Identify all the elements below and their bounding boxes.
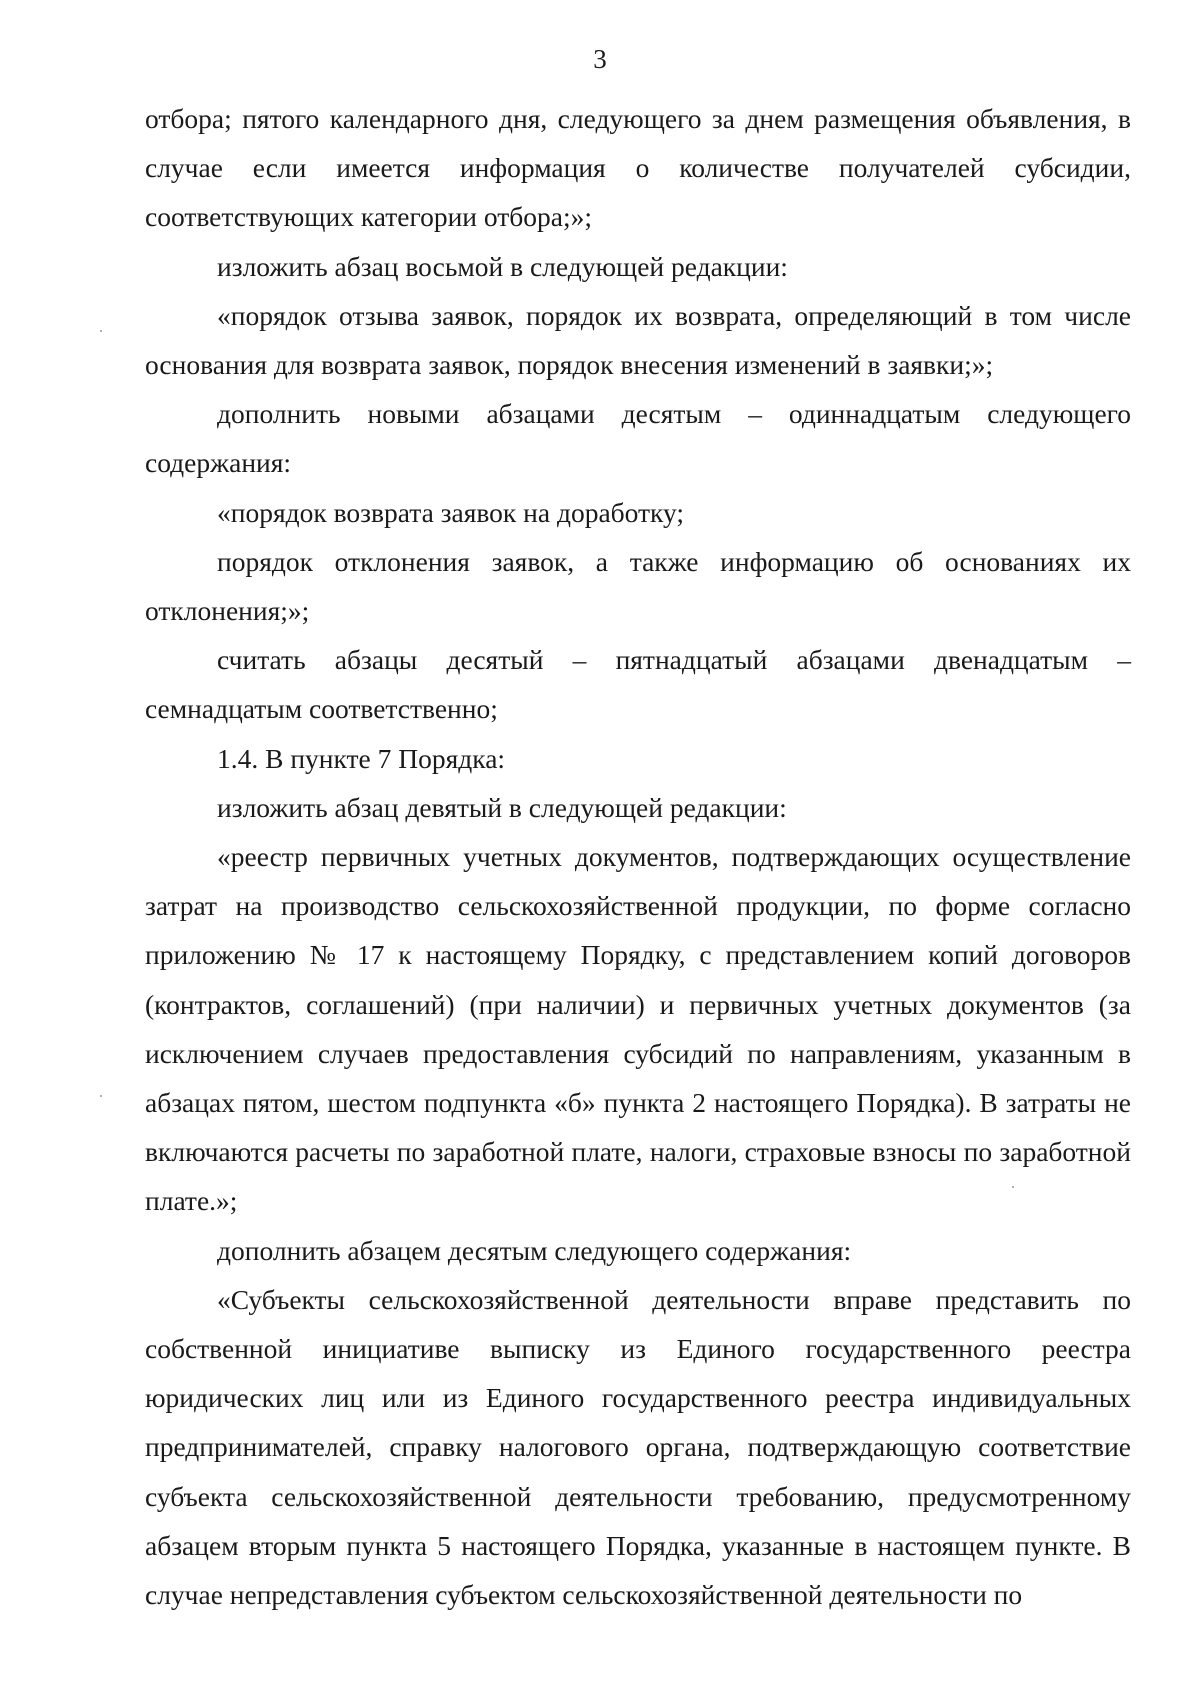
scan-speck xyxy=(1012,1186,1014,1188)
scan-speck xyxy=(100,1095,102,1097)
paragraph-4: дополнить новыми абзацами десятым – одиннадцатым следующего содержания: xyxy=(145,398,1131,479)
paragraph-1: отбора; пятого календарного дня, следующего за днем размещения объявления, в случае если имеется информация о количестве получателей субсидии, соответствующих категории отбора;»; xyxy=(145,103,1131,233)
paragraph-8: 1.4. В пункте 7 Порядка: xyxy=(217,742,506,774)
paragraph-6: порядок отклонения заявок, а также информацию об основаниях их отклонения;»; xyxy=(145,545,1131,627)
document-body xyxy=(145,94,1131,1619)
paragraph-12: «Субъекты сельскохозяйственной деятельности вправе представить по собственной инициативе выписку из Единого государственного реестра юридических лиц или из Единого государственного реестра индивидуальных предпринимателей, справку налогового органа, подтверждающую соответствие субъекта сельскохозяйственной деятельности требованию, предусмотренному абзацем вторым пункта 5 настоящего Порядка, указанные в настоящем пункте. В случае непредставления субъектом сельскохозяйственной деятельности по xyxy=(145,1283,1131,1611)
paragraph-2: изложить абзац восьмой в следующей редакции: xyxy=(217,250,788,282)
paragraph-10: «реестр первичных учетных документов, подтверждающих осуществление затрат на производство сельскохозяйственной продукции, по форме согласно приложению № 17 к настоящему Порядку, с представлением копий договоров (контрактов, соглашений) (при наличии) и первичных учетных документов (за исключением случаев предоставления субсидий по направлениям, указанным в абзацах пятом, шестом подпункта «б» пункта 2 настоящего Порядка). В затраты не включаются расчеты по заработной плате, налоги, страховые взносы по заработной плате.»; xyxy=(145,841,1131,1217)
paragraph-11: дополнить абзацем десятым следующего содержания: xyxy=(217,1234,852,1266)
page-number: 3 xyxy=(593,44,607,74)
paragraph-9: изложить абзац девятый в следующей редакции: xyxy=(217,791,787,823)
paragraph-7: считать абзацы десятый – пятнадцатый абзацами двенадцатым – семнадцатым соответственно; xyxy=(145,644,1131,725)
paragraph-5: «порядок возврата заявок на доработку; xyxy=(217,496,685,528)
paragraph-3: «порядок отзыва заявок, порядок их возврата, определяющий в том числе основания для возврата заявок, порядок внесения изменений в заявки;»; xyxy=(145,299,1131,381)
scan-speck xyxy=(100,330,102,332)
